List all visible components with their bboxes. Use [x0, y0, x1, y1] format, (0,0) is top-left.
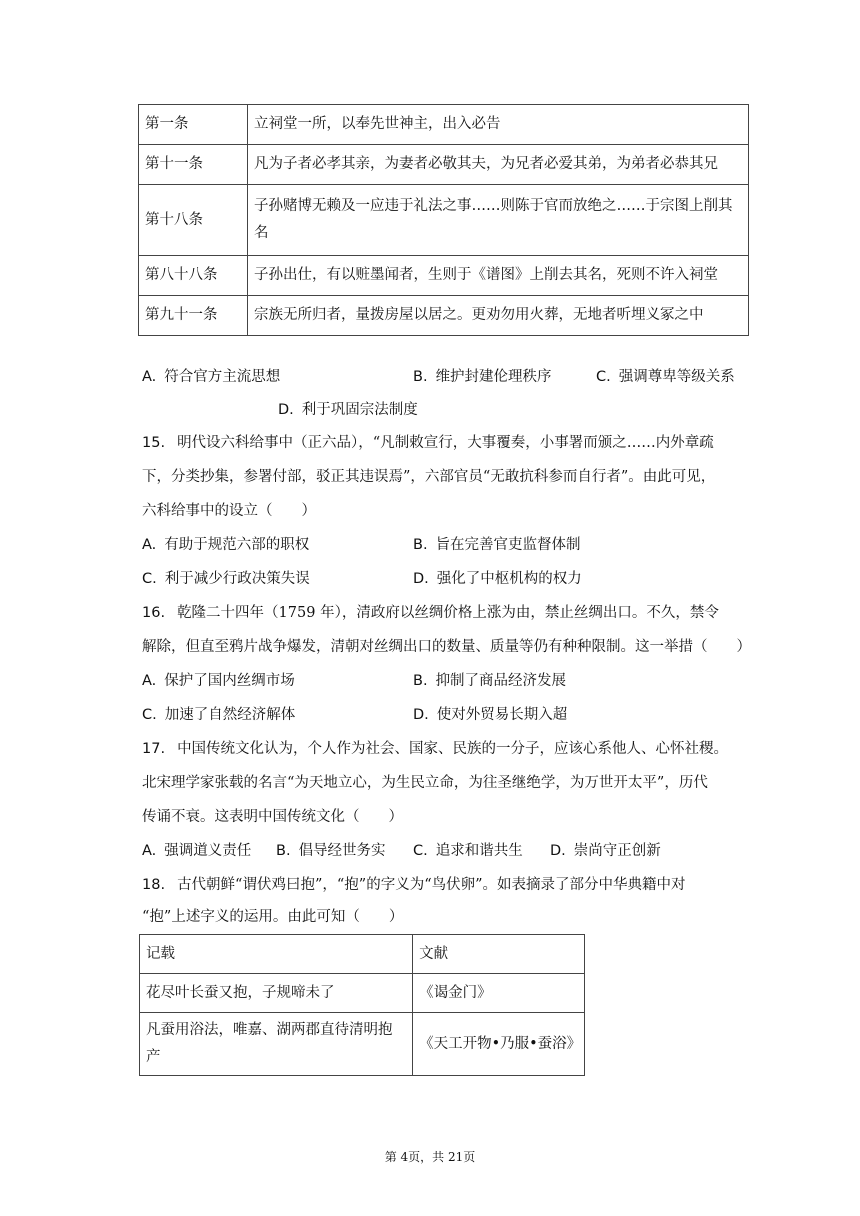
question-16-stem-line: 解除，但直至鸦片战争爆发，清朝对丝绸出口的数量、质量等仍有种种限制。这一举措（ ） [142, 639, 751, 655]
option-label: A. [142, 537, 157, 553]
option-a[interactable] [142, 668, 295, 694]
option-label: C. [142, 707, 157, 723]
rule-number: 第十八条 [139, 185, 248, 256]
source-cell: 《天工开物•乃服•蚕浴》 [413, 1013, 585, 1076]
table-row [139, 105, 749, 145]
option-text: 追求和谐共生 [435, 843, 523, 859]
question-17-stem-line [142, 736, 728, 762]
table-row [139, 185, 749, 256]
option-label: D. [550, 843, 566, 859]
question-18-stem-line: “抱”上述字义的运用。由此可知（ ） [142, 909, 404, 925]
clan-rules-table [138, 104, 749, 336]
option-b[interactable] [413, 532, 581, 558]
option-label: C. [142, 571, 157, 587]
option-label: D. [413, 571, 429, 587]
question-number: 15. [142, 435, 166, 451]
option-text: 利于巩固宗法制度 [301, 402, 418, 418]
option-b[interactable] [413, 668, 566, 694]
question-18-stem-line [142, 872, 686, 898]
option-c[interactable] [413, 838, 523, 864]
option-label: A. [142, 673, 157, 689]
option-text: 利于减少行政决策失误 [164, 571, 310, 587]
option-label: B. [413, 673, 428, 689]
option-text: 加速了自然经济解体 [164, 707, 296, 723]
rule-number: 第十一条 [139, 145, 248, 185]
option-text: 符合官方主流思想 [164, 369, 281, 385]
stem-text: 乾隆二十四年（1759 年），清政府以丝绸价格上涨为由，禁止丝绸出口。不久，禁令 [177, 605, 719, 621]
option-text: 旨在完善官吏监督体制 [435, 537, 581, 553]
stem-text: 古代朝鲜“谓伏鸡曰抱”，“抱”的字义为“鸟伏卵”。如表摘录了部分中华典籍中对 [177, 877, 686, 893]
table-row [139, 145, 749, 185]
question-15-stem-line: 六科给事中的设立（ ） [142, 503, 316, 519]
option-label: A. [142, 843, 157, 859]
record-cell: 花尽叶长蚕又抱，子规啼未了 [140, 974, 413, 1013]
question-number: 17. [142, 741, 166, 757]
rule-text [248, 185, 749, 256]
question-number: 16. [142, 605, 166, 621]
table-row [140, 1013, 585, 1076]
option-label: B. [276, 843, 291, 859]
option-text: 倡导经世务实 [298, 843, 386, 859]
option-label: C. [596, 369, 611, 385]
table-row [140, 974, 585, 1013]
option-text: 强化了中枢机构的权力 [436, 571, 582, 587]
option-a[interactable] [142, 838, 251, 864]
option-text: 抑制了商品经济发展 [435, 673, 567, 689]
question-16-stem-line [142, 600, 719, 626]
column-header-record: 记载 [140, 935, 413, 974]
option-d[interactable] [278, 397, 418, 423]
option-text: 强调道义责任 [164, 843, 252, 859]
option-text: 保护了国内丝绸市场 [164, 673, 295, 689]
rule-number: 第八十八条 [139, 256, 248, 296]
option-a[interactable] [142, 532, 309, 558]
option-d[interactable] [413, 702, 567, 728]
option-text: 维护封建伦理秩序 [435, 369, 552, 385]
option-text: 使对外贸易长期入超 [436, 707, 568, 723]
question-17-stem-line: 传诵不衰。这表明中国传统文化（ ） [142, 809, 403, 825]
rule-text: 凡为子者必孝其亲，为妻者必敬其夫，为兄者必爱其弟，为弟者必恭其兄 [248, 145, 749, 185]
option-d[interactable] [550, 838, 661, 864]
table-row [139, 296, 749, 336]
option-label: B. [413, 537, 428, 553]
option-b[interactable] [276, 838, 386, 864]
question-17-stem-line: 北宋理学家张载的名言“为天地立心，为生民立命，为往圣继绝学，为万世开太平”，历代 [142, 775, 708, 791]
option-c[interactable] [142, 702, 295, 728]
records-table [139, 934, 585, 1076]
rule-text-line: 名 [254, 225, 269, 241]
option-b[interactable] [413, 364, 552, 390]
option-a[interactable] [142, 364, 280, 390]
record-cell: 凡蚕用浴法，唯嘉、湖两郡直待清明抱产 [140, 1013, 413, 1076]
question-15-stem-line [142, 430, 714, 456]
page-footer: 第 4页，共 21页 [384, 1150, 476, 1164]
rule-text: 宗族无所归者，量拨房屋以居之。更劝勿用火葬，无地者听埋义冢之中 [248, 296, 749, 336]
rule-text-line: 子孙赌博无赖及一应违于礼法之事……则陈于官而放绝之……于宗图上削其 [254, 198, 733, 214]
question-15-stem-line: 下，分类抄集，参署付部，驳正其违误焉”，六部官员“无敢抗科参而自行者”。由此可见， [142, 469, 716, 485]
source-cell: 《谒金门》 [413, 974, 585, 1013]
option-text: 崇尚守正创新 [573, 843, 661, 859]
rule-number: 第一条 [139, 105, 248, 145]
option-text: 有助于规范六部的职权 [164, 537, 310, 553]
option-label: D. [278, 402, 294, 418]
option-text: 强调尊卑等级关系 [618, 369, 735, 385]
option-label: D. [413, 707, 429, 723]
option-c[interactable] [596, 364, 735, 390]
option-label: A. [142, 369, 157, 385]
option-label: B. [413, 369, 428, 385]
option-label: C. [413, 843, 428, 859]
rule-text: 立祠堂一所，以奉先世神主，出入必告 [248, 105, 749, 145]
rule-text: 子孙出仕，有以赃墨闻者，生则于《谱图》上削去其名，死则不许入祠堂 [248, 256, 749, 296]
stem-text: 明代设六科给事中（正六品），“凡制敕宣行，大事覆奏，小事署而颁之……内外章疏 [177, 435, 714, 451]
column-header-source: 文献 [413, 935, 585, 974]
table-row [139, 256, 749, 296]
question-number: 18. [142, 877, 166, 893]
option-d[interactable] [413, 566, 582, 592]
rule-number: 第九十一条 [139, 296, 248, 336]
stem-text: 中国传统文化认为，个人作为社会、国家、民族的一分子，应该心系他人、心怀社稷。 [177, 741, 729, 757]
option-c[interactable] [142, 566, 310, 592]
table-header-row [140, 935, 585, 974]
